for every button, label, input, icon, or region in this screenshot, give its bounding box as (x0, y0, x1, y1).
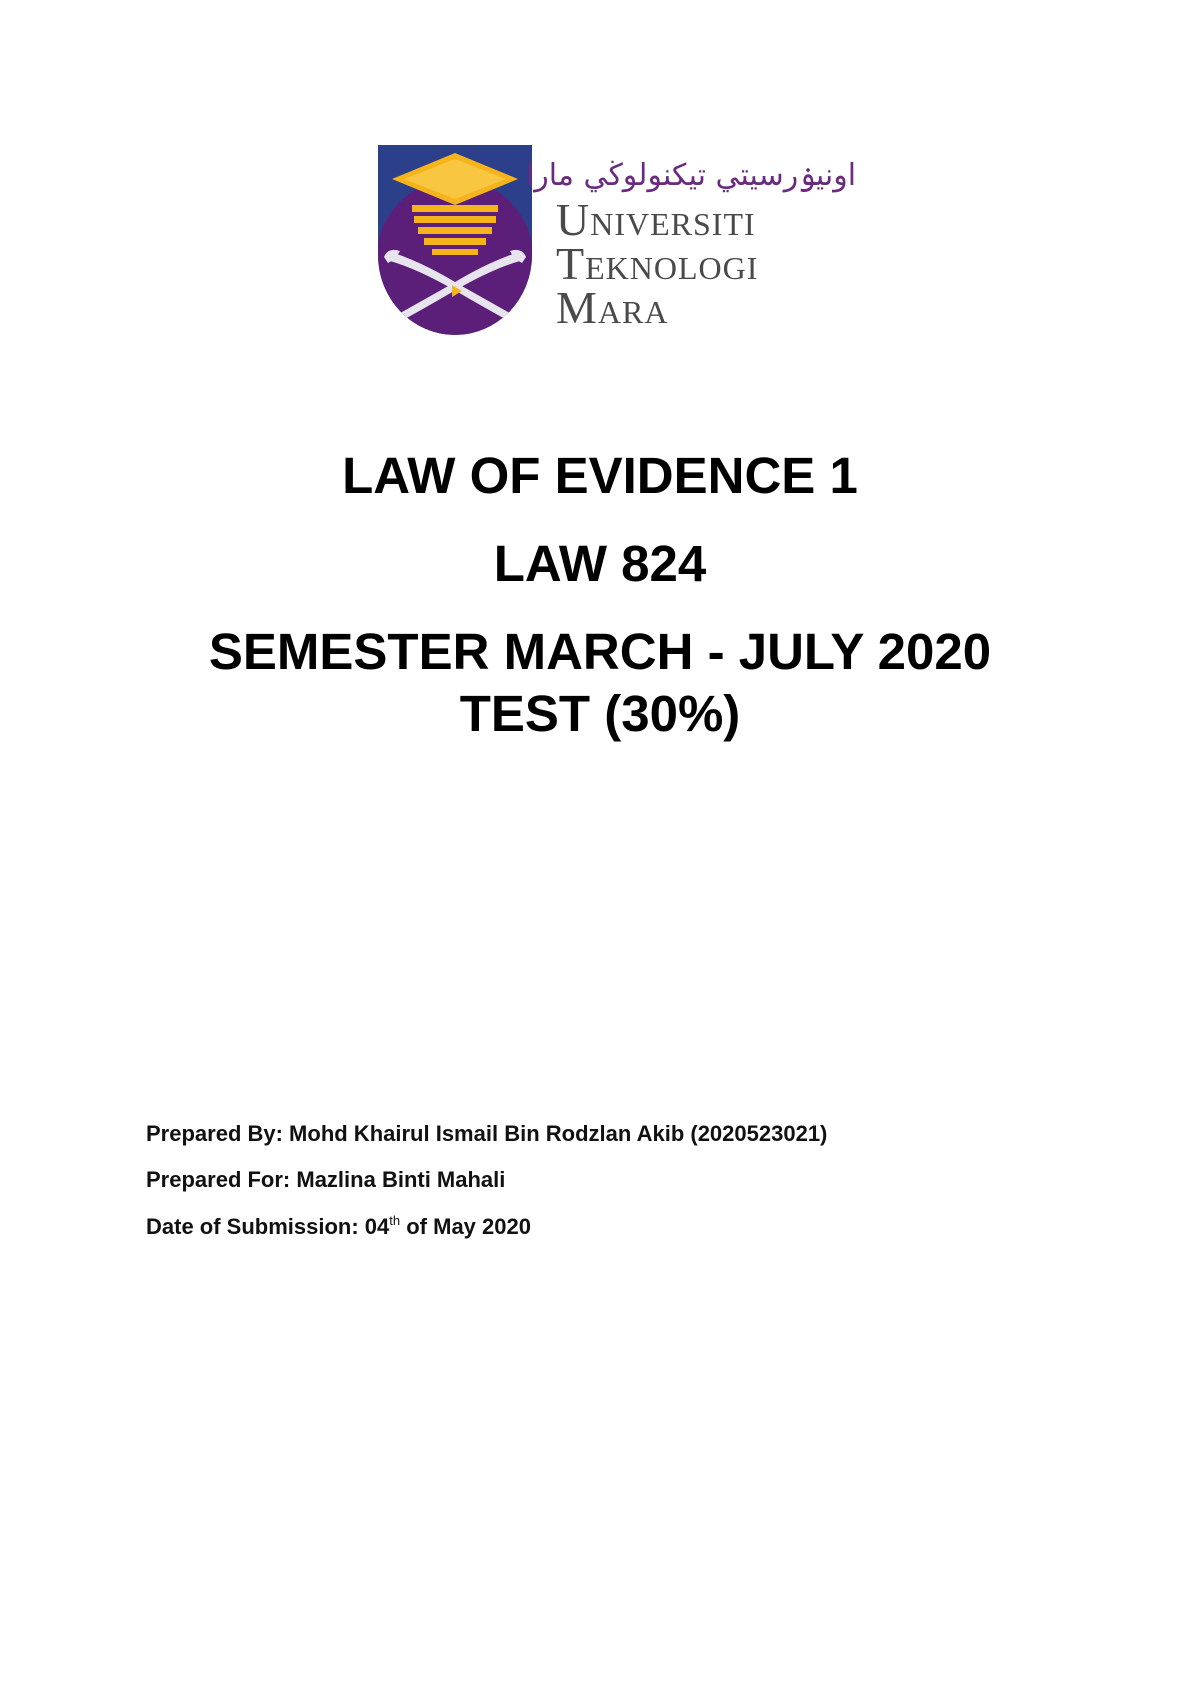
logo-name-line-2: Teknologi (556, 238, 759, 289)
submission-date-prefix: Date of Submission: 04 (146, 1214, 390, 1239)
submission-date-ordinal: th (389, 1213, 401, 1228)
submission-date-suffix: of May 2020 (400, 1214, 531, 1239)
assessment-label: TEST (30%) (459, 685, 741, 742)
logo-name-line-3: Mara (556, 282, 669, 333)
jawi-text: اونيۏرسيتي تيكنولوڬي مارا (525, 158, 857, 193)
logo-name-line-1: Universiti (556, 194, 756, 245)
prepared-by: Prepared By: Mohd Khairul Ismail Bin Rodzlan Akib (2020523021) (146, 1121, 828, 1146)
semester-label: SEMESTER MARCH - JULY 2020 (208, 623, 992, 680)
university-logo (378, 145, 857, 335)
course-code: LAW 824 (493, 535, 707, 592)
submission-date (146, 1213, 531, 1241)
prepared-for: Prepared For: Mazlina Binti Mahali (146, 1167, 506, 1192)
university-crest-icon (378, 145, 532, 335)
course-title: LAW OF EVIDENCE 1 (342, 447, 858, 504)
university-wordmark (525, 145, 857, 335)
jawi-script-logo (525, 147, 857, 199)
